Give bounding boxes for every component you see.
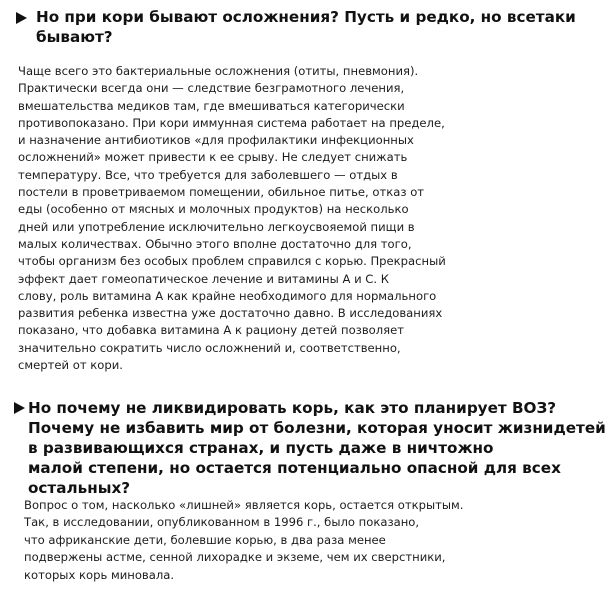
text-line: постели в проветриваемом помещении, обильное питье, отказ от [18,185,425,200]
text-line: что африканские дети, болевшие корью, в два раза менее [24,532,386,547]
text-line: смертей от кори. [18,358,123,373]
question-2-line: Но почему не ликвидировать корь, как это планирует ВОЗ? [28,399,557,417]
text-line: малых количествах. Обычно этого вполне достаточно для того, [18,236,412,251]
text-line: противопоказано. При кори иммунная система работает на пределе, [18,115,445,130]
text-line: осложнений» может привести к ее срыву. Не следует снижать [18,150,408,165]
text-line: Так, в исследовании, опубликованном в 1996 г., было показано, [24,515,420,530]
triangle-bullet-icon [14,402,25,414]
text-line: значительно сократить число осложнений и, соответственно, [18,340,401,355]
text-line: подвержены астме, сенной лихорадке и экземе, чем их сверстники, [24,550,446,565]
question-2-line: малой степени, но остается потенциально опасной для всех [28,459,561,477]
question-heading-1 [10,8,606,47]
text-line: показано, что добавка витамина А к рациону детей позволяет [18,323,405,338]
text-line: Практически всегда они — следствие безграмотного лечения, [18,81,405,96]
text-line: развития ребенка известна уже достаточно давно. В исследованиях [18,306,443,321]
text-line: Чаще всего это бактериальные осложнения (отиты, пневмония). [18,64,419,78]
text-line: Вопрос о том, насколько «лишней» является корь, остается открытым. [24,498,464,512]
triangle-bullet-icon [16,12,27,24]
text-line: слову, роль витамина А как крайне необходимого для нормального [18,288,437,303]
text-line: и назначение антибиотиков «для профилактики инфекционных [18,133,414,148]
answer-paragraph-2 [24,497,604,584]
text-line: вмешательства медиков там, где вмешиваться категорически [18,98,405,113]
text-line: дней или употребление исключительно легкоусвояемой пищи в [18,219,415,234]
question-2-line: в развивающихся странах, и пусть даже в ничтожно [28,439,494,457]
question-1-text: Но при кори бывают осложнения? Пусть и редко, но всетаки бывают? [36,8,576,46]
question-heading-2 [8,398,608,498]
answer-paragraph-1 [18,63,598,374]
text-line: эффект дает гомеопатическое лечение и витамины А и С. К [18,271,389,286]
text-line: чтобы организм без особых проблем справился с корью. Прекрасный [18,254,446,269]
question-2-line: Почему не избавить мир от болезни, которая уносит жизнидетей [28,419,606,437]
text-line: которых корь миновала. [24,567,175,582]
text-line: еды (особенно от мясных и молочных продуктов) на несколько [18,202,409,217]
question-2-line: остальных? [28,479,131,497]
text-line: температуру. Все, что требуется для заболевшего — отдых в [18,167,398,182]
